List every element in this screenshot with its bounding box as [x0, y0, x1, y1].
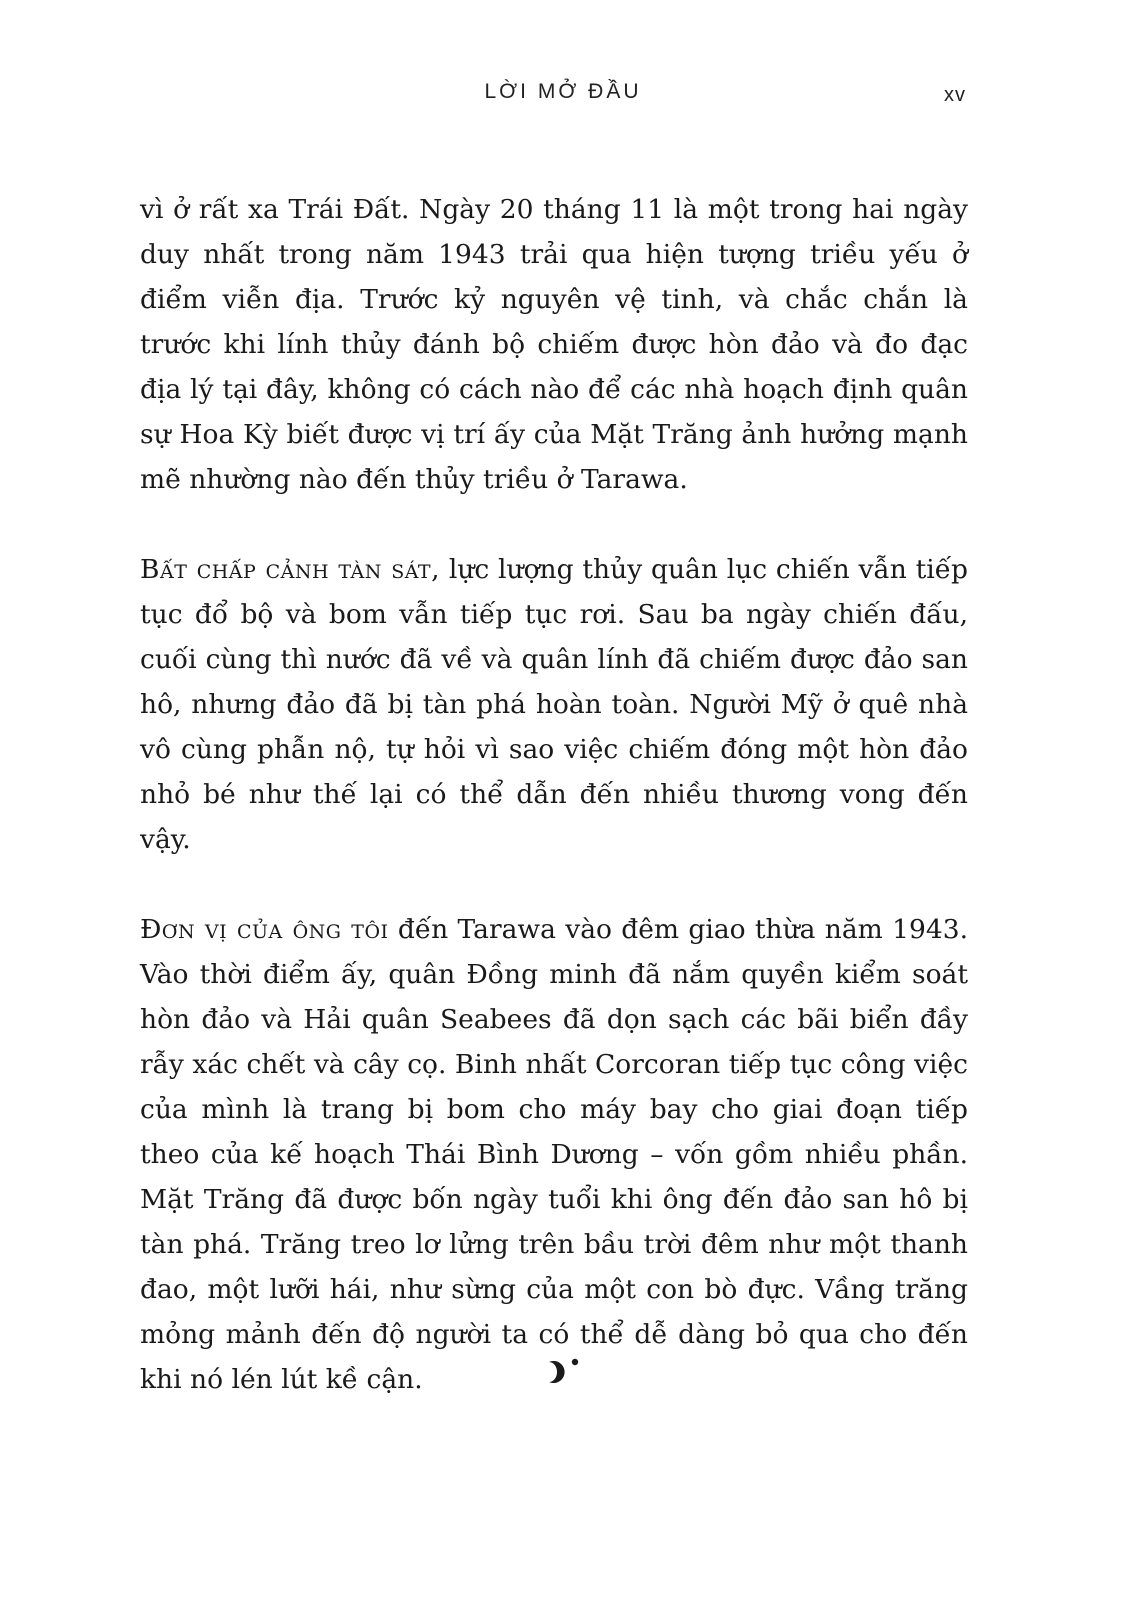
paragraph-1 — [140, 187, 968, 502]
paragraph-2 — [140, 547, 968, 862]
body-text — [140, 187, 968, 1447]
page-number: xv — [944, 84, 966, 106]
moon-crescent-dot-icon — [539, 1355, 587, 1387]
paragraph-text: vì ở rất xa Trái Đất. Ngày 20 tháng 11 là một trong hai ngày duy nhất trong năm 1943 trải qua hiện tượng triều yếu ở điểm viễn địa. Trước kỷ nguyên vệ tinh, và chắc chắn là trước khi lính thủy đánh bộ chiếm được hòn đảo và đo đạc địa lý tại đây, không có cách nào để các nhà hoạch định quân sự Hoa Kỳ biết được vị trí ấy của Mặt Trăng ảnh hưởng mạnh mẽ nhường nào đến thủy triều ở Tarawa. — [140, 194, 968, 495]
running-head — [0, 80, 1126, 110]
paragraph-text: lực lượng thủy quân lục chiến vẫn tiếp tục đổ bộ và bom vẫn tiếp tục rơi. Sau ba ngày chiến đấu, cuối cùng thì nước đã về và quân lính đã chiếm được đảo san hô, nhưng đảo đã bị tàn phá hoàn toàn. Người Mỹ ở quê nhà vô cùng phẫn nộ, tự hỏi vì sao việc chiếm đóng một hòn đảo nhỏ bé như thế lại có thể dẫn đến nhiều thương vong đến vậy. — [140, 554, 968, 855]
section-ornament — [0, 1355, 1126, 1395]
paragraph-lead-in: Đơn vị của ông tôi — [140, 914, 389, 945]
paragraph-text: đến Tarawa vào đêm giao thừa năm 1943. Vào thời điểm ấy, quân Đồng minh đã nắm quyền kiểm soát hòn đảo và Hải quân Seabees đã dọn sạch các bãi biển đầy rẫy xác chết và cây cọ. Binh nhất Corcoran tiếp tục công việc của mình là trang bị bom cho máy bay cho giai đoạn tiếp theo của kế hoạch Thái Bình Dương – vốn gồm nhiều phần. Mặt Trăng đã được bốn ngày tuổi khi ông đến đảo san hô bị tàn phá. Trăng treo lơ lửng trên bầu trời đêm như một thanh đao, một lưỡi hái, như sừng của một con bò đực. Vầng trăng mỏng mảnh đến độ người ta có thể dễ dàng bỏ qua cho đến khi nó lén lút kề cận. — [140, 914, 968, 1395]
chapter-title: LỜI MỞ ĐẦU — [484, 80, 642, 103]
paragraph-3 — [140, 907, 968, 1402]
paragraph-lead-in: Bất chấp cảnh tàn sát, — [140, 554, 441, 585]
